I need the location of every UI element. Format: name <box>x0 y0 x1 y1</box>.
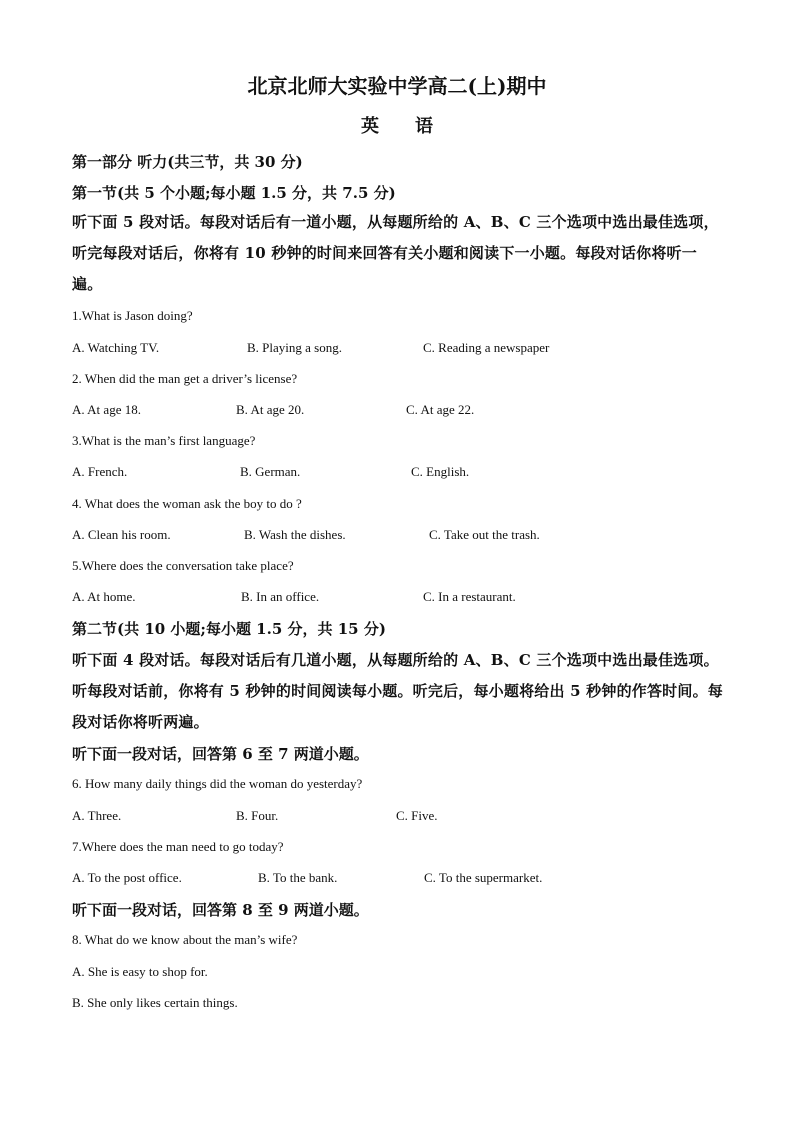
q7-option-a: A. To the post office. <box>72 870 182 885</box>
section2-instructions: 听下面 4 段对话。每段对话后有几道小题，从每题所给的 A、B、C 三个选项中选出最佳选项。听每段对话前，你将有 5 秒钟的时间阅读每小题。听完后，每小题将给出 5 秒钟的作答时间。每段对话你将听两遍。 <box>72 651 723 731</box>
q5-option-a: A. At home. <box>72 589 136 604</box>
q5-option-c: C. In a restaurant. <box>423 589 516 604</box>
section2-heading: 第二节(共 10 小题;每小题 1.5 分，共 15 分) <box>72 620 386 638</box>
question-2: 2. When did the man get a driver’s license? <box>72 371 298 386</box>
q1-option-b: B. Playing a song. <box>247 340 342 355</box>
question-1: 1.What is Jason doing? <box>72 308 193 323</box>
question-3: 3.What is the man’s first language? <box>72 433 256 448</box>
q7-option-b: B. To the bank. <box>258 870 338 885</box>
part1-heading: 第一部分 听力(共三节，共 30 分) <box>72 153 303 171</box>
subject-title: 英 语 <box>361 116 433 137</box>
question-6: 6. How many daily things did the woman do yesterday? <box>72 776 363 791</box>
q3-option-c: C. English. <box>411 464 470 479</box>
question-7: 7.Where does the man need to go today? <box>72 839 284 854</box>
q6-option-a: A. Three. <box>72 808 122 823</box>
q8-option-b: B. She only likes certain things. <box>72 995 238 1010</box>
q7-option-c: C. To the supermarket. <box>424 870 543 885</box>
q5-option-b: B. In an office. <box>241 589 320 604</box>
question-8: 8. What do we know about the man’s wife? <box>72 932 298 947</box>
q2-option-c: C. At age 22. <box>406 402 475 417</box>
q3-option-b: B. German. <box>240 464 301 479</box>
q1-option-c: C. Reading a newspaper <box>423 340 550 355</box>
q6-option-c: C. Five. <box>396 808 438 823</box>
section1-heading: 第一节(共 5 个小题;每小题 1.5 分，共 7.5 分) <box>72 184 396 202</box>
section1-instructions: 听下面 5 段对话。每段对话后有一道小题，从每题所给的 A、B、C 三个选项中选出最佳选项，听完每段对话后，你将有 10 秒钟的时间来回答有关小题和阅读下一小题。每段对话你将听一遍。 <box>72 213 719 293</box>
q8-option-a: A. She is easy to shop for. <box>72 964 208 979</box>
q3-option-a: A. French. <box>72 464 128 479</box>
group2-prompt: 听下面一段对话，回答第 8 至 9 两道小题。 <box>72 901 369 919</box>
q1-option-a: A. Watching TV. <box>72 340 160 355</box>
q2-option-a: A. At age 18. <box>72 402 141 417</box>
question-4: 4. What does the woman ask the boy to do ? <box>72 496 302 511</box>
question-5: 5.Where does the conversation take place? <box>72 558 294 573</box>
q2-option-b: B. At age 20. <box>236 402 305 417</box>
q6-option-b: B. Four. <box>236 808 279 823</box>
exam-title: 北京北师大实验中学高二(上)期中 <box>247 74 547 98</box>
q4-option-c: C. Take out the trash. <box>429 527 540 542</box>
group1-prompt: 听下面一段对话，回答第 6 至 7 两道小题。 <box>72 745 369 763</box>
q4-option-a: A. Clean his room. <box>72 527 171 542</box>
q4-option-b: B. Wash the dishes. <box>244 527 346 542</box>
